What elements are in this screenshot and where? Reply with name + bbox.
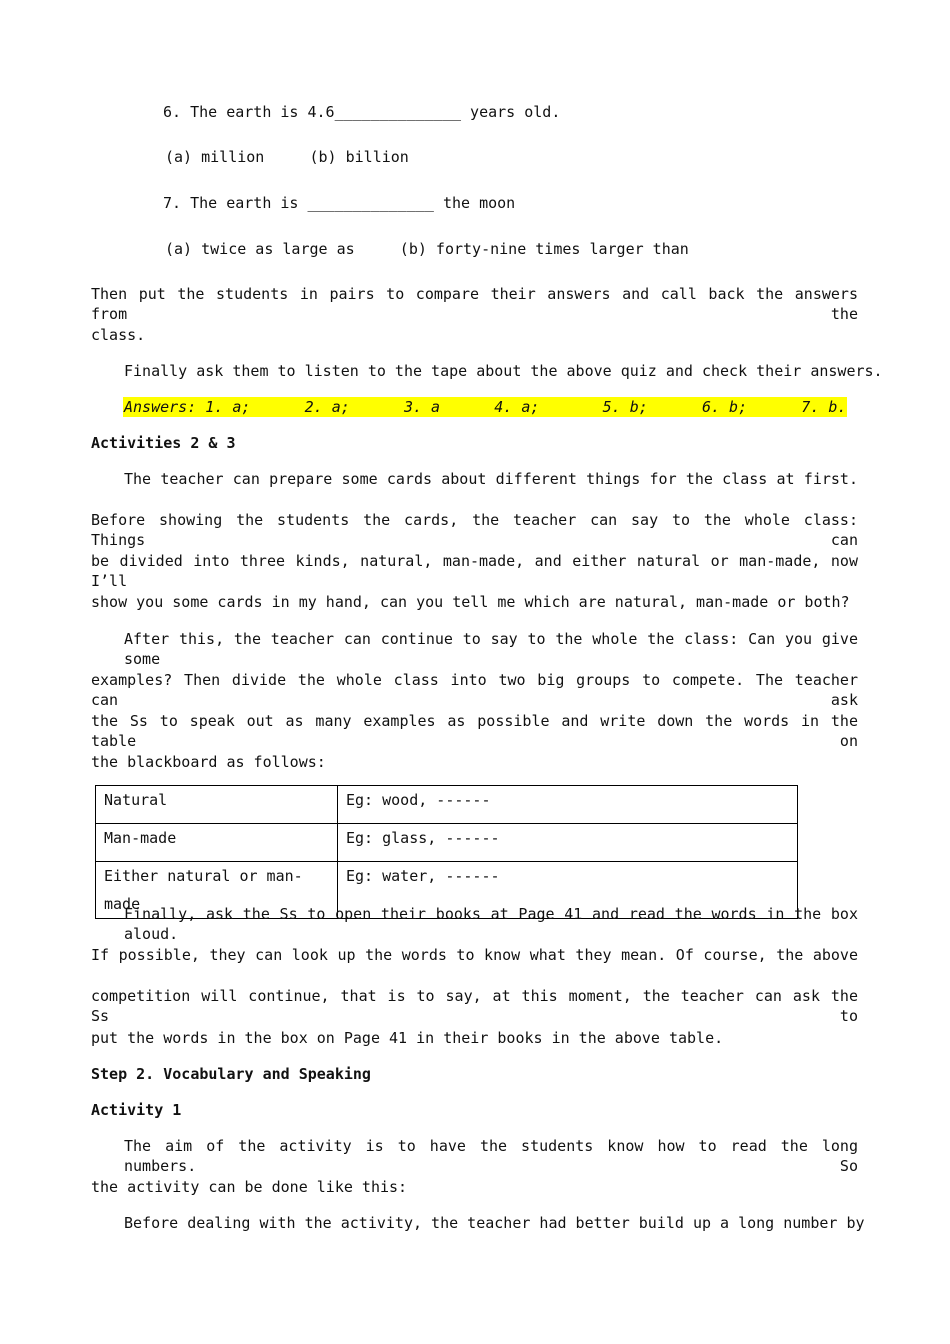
table-row <box>96 786 798 824</box>
cards-paragraph-line-2: Before showing the students the cards, the teacher can say to the whole class: Things can <box>91 511 858 549</box>
examples-paragraph-line-2: examples? Then divide the whole class into two big groups to compete. The teacher can ask <box>91 671 858 709</box>
quiz-question-6-options: (a) million (b) billion <box>165 148 409 166</box>
pairs-instruction-line-2: class. <box>91 326 146 344</box>
table-cell-example: Eg: glass, ------ <box>338 824 798 862</box>
table-cell-example: Eg: water, ------ <box>338 862 798 919</box>
finally-paragraph-line-2: If possible, they can look up the words to know what they mean. Of course, the above <box>91 946 858 964</box>
table-cell-category: Natural <box>96 786 338 824</box>
table-cell-category: Either natural or man-made <box>96 862 338 919</box>
cards-paragraph-line-3: be divided into three kinds, natural, man-made, and either natural or man-made, now I’ll <box>91 552 858 590</box>
finally-paragraph-line-3: competition will continue, that is to say, at this moment, the teacher can ask the Ss to <box>91 987 858 1025</box>
table-row <box>96 824 798 862</box>
activities-heading: Activities 2 & 3 <box>91 434 236 452</box>
examples-paragraph-line-1: After this, the teacher can continue to say to the whole the class: Can you give some <box>124 630 858 668</box>
table-cell-category: Man-made <box>96 824 338 862</box>
before-paragraph-line-1: Before dealing with the activity, the teacher had better build up a long number by <box>124 1214 865 1232</box>
listen-instruction: Finally ask them to listen to the tape about the above quiz and check their answers. <box>124 362 883 380</box>
quiz-question-7-options: (a) twice as large as (b) forty-nine times larger than <box>165 240 689 258</box>
examples-paragraph-line-3: the Ss to speak out as many examples as possible and write down the words in the table on <box>91 712 858 750</box>
cards-paragraph-line-4: show you some cards in my hand, can you tell me which are natural, man-made or both? <box>91 593 850 611</box>
classification-table <box>95 785 798 919</box>
step2-heading: Step 2. Vocabulary and Speaking <box>91 1065 371 1083</box>
quiz-question-7: 7. The earth is ______________ the moon <box>163 194 516 212</box>
activity1-heading: Activity 1 <box>91 1101 182 1119</box>
examples-paragraph-line-4: the blackboard as follows: <box>91 753 326 771</box>
finally-paragraph-line-1: Finally, ask the Ss to open their books at Page 41 and read the words in the box aloud. <box>124 905 858 943</box>
aim-paragraph-line-1: The aim of the activity is to have the students know how to read the long numbers. So <box>124 1137 858 1175</box>
aim-paragraph-line-2: the activity can be done like this: <box>91 1178 408 1196</box>
table-cell-example: Eg: wood, ------ <box>338 786 798 824</box>
quiz-question-6: 6. The earth is 4.6______________ years old. <box>163 103 561 121</box>
cards-paragraph-line-1: The teacher can prepare some cards about different things for the class at first. <box>124 470 858 488</box>
answers-highlight: Answers: 1. a; 2. a; 3. a 4. a; 5. b; 6. b; 7. b. <box>124 398 847 416</box>
pairs-instruction-line-1: Then put the students in pairs to compare their answers and call back the answers from the <box>91 285 858 323</box>
finally-paragraph-line-4: put the words in the box on Page 41 in their books in the above table. <box>91 1029 724 1047</box>
